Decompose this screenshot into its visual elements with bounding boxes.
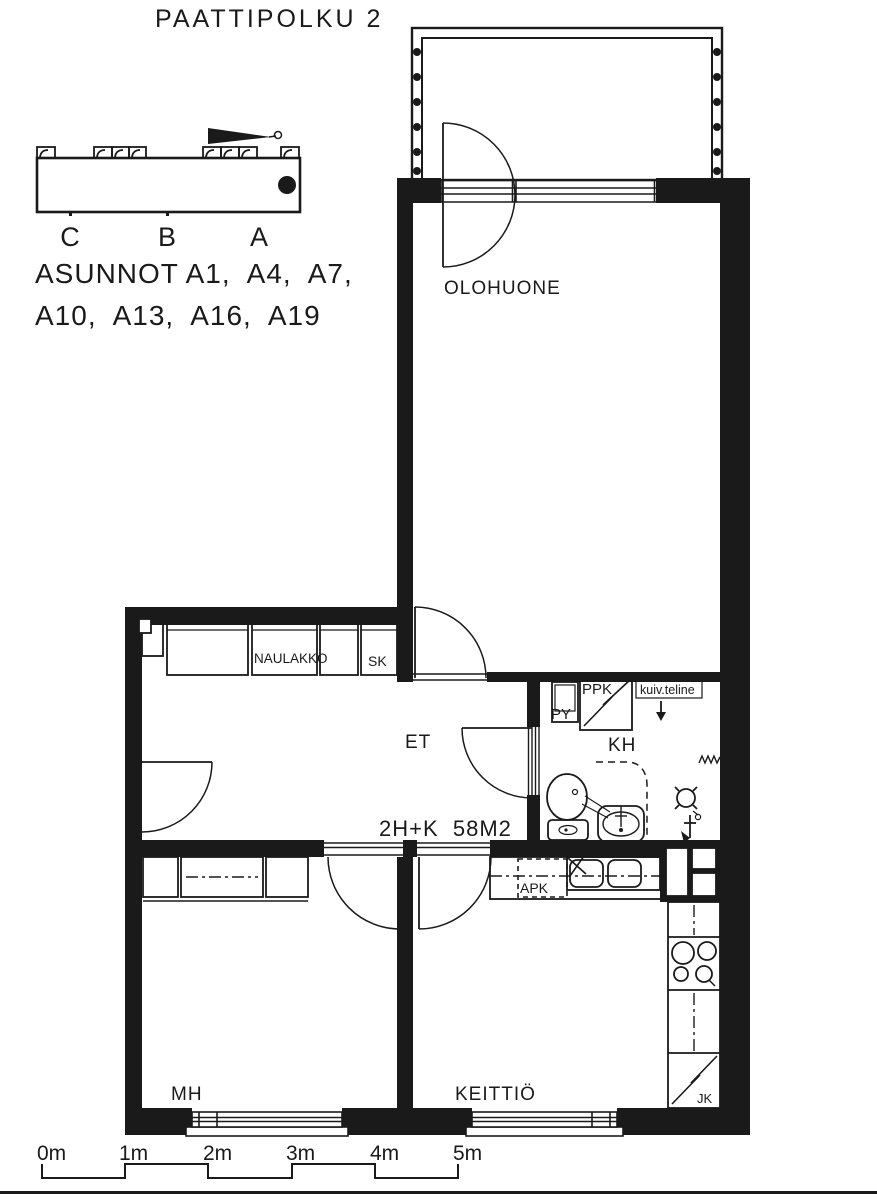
entrance-door (142, 762, 212, 832)
scale-4m: 4m (370, 1142, 400, 1165)
room-label-olohuone: OLOHUONE (444, 278, 561, 299)
down-arrow-icon (656, 701, 666, 721)
bathroom-fixtures (547, 678, 720, 843)
apartments-list-line1: ASUNNOT A1, A4, A7, (35, 258, 353, 289)
room-label-et: ET (405, 732, 432, 753)
coat-rack-label: NAULAKKO (254, 651, 328, 666)
room-label-mh: MH (171, 1084, 203, 1105)
page-title: PAATTIPOLKU 2 (155, 5, 384, 33)
scale-5m: 5m (453, 1142, 483, 1165)
bathroom-door (462, 728, 532, 798)
jk-label: JK (697, 1091, 713, 1106)
stairwell-label-b: B (157, 222, 177, 252)
kitchen-window (466, 1112, 623, 1136)
bedroom-closets (143, 857, 308, 901)
building-entrances (37, 147, 299, 158)
tick (166, 213, 169, 216)
washbasin (598, 806, 644, 842)
scale-1m: 1m (119, 1142, 149, 1165)
stairwell-label-c: C (60, 222, 80, 252)
py-label: PY (551, 706, 572, 723)
scale-bar (37, 1142, 482, 1178)
bedroom-window (186, 1112, 348, 1136)
kitchen-fixtures (490, 848, 720, 1108)
room-label-kh: KH (608, 735, 637, 756)
stairwell-label-a: A (249, 222, 269, 252)
cleaning-closet-label: SK (368, 653, 387, 669)
ppk-label: PPK (582, 681, 613, 698)
doors (142, 123, 532, 929)
stove (672, 942, 716, 986)
room-label-keittio: KEITTIÖ (455, 1084, 536, 1105)
scale-3m: 3m (286, 1142, 316, 1165)
apartment-location-dot (278, 176, 296, 194)
balcony-window (441, 181, 656, 203)
radiator (699, 756, 720, 763)
apartments-list-line2: A10, A13, A16, A19 (35, 300, 321, 331)
site-plan (35, 5, 383, 331)
apartment-type-area: 2H+K 58M2 (379, 816, 512, 841)
kitchen-door (419, 857, 491, 929)
floor-drain-icon (675, 787, 697, 809)
scale-0m: 0m (37, 1142, 67, 1165)
fridge-reservation (668, 1053, 720, 1106)
shower-icon (681, 811, 701, 843)
balcony-railing-posts (413, 48, 721, 175)
location-arrow-icon (208, 128, 282, 144)
tick (69, 213, 72, 216)
bedroom-door (328, 857, 400, 929)
balcony-door (443, 123, 515, 267)
drying-rack-label: kuiv.teline (640, 683, 695, 697)
building-outline (37, 158, 300, 212)
scale-2m: 2m (203, 1142, 233, 1165)
balcony (412, 28, 722, 180)
toilet (547, 774, 610, 840)
hall-closets (139, 619, 397, 675)
living-room-door (415, 607, 486, 678)
apk-label: APK (520, 880, 549, 896)
page-border (0, 1191, 877, 1194)
